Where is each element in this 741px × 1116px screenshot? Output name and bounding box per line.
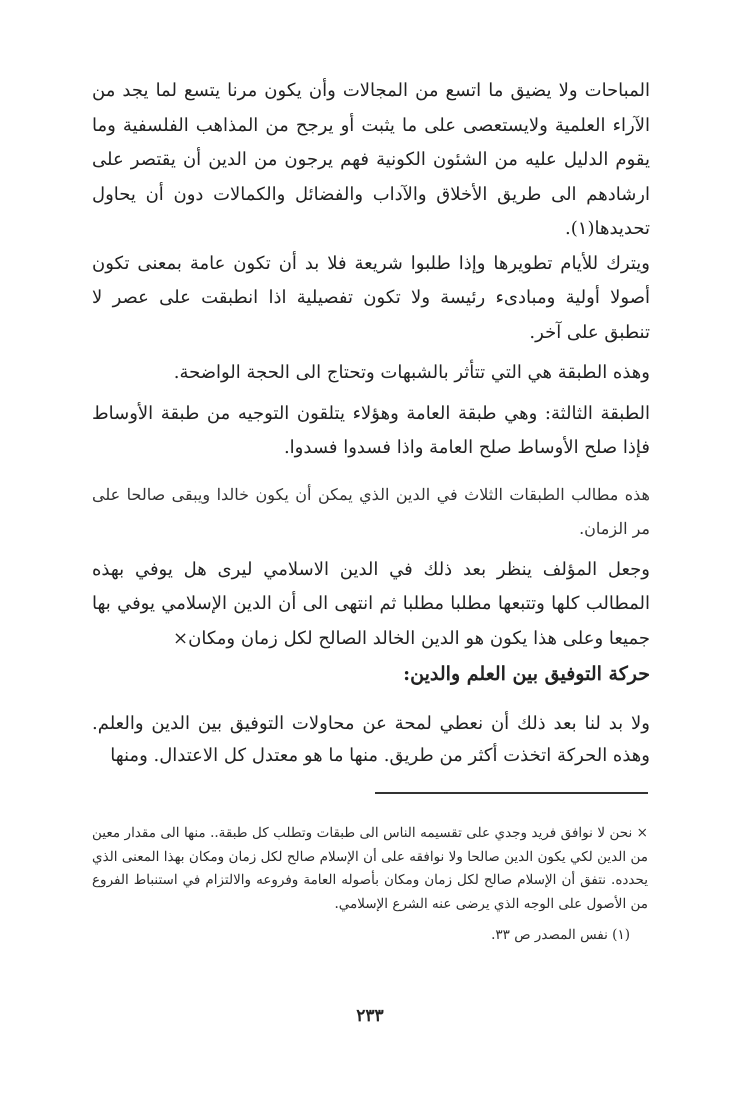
section-text (92, 708, 650, 772)
body-paragraph-3: وهذه الطبقة هي التي تتأثر بالشبهات وتحتاج الى الحجة الواضحة. (173, 362, 650, 383)
body-paragraph-4: الطبقة الثالثة: وهي طبقة العامة وهؤلاء يتلقون التوجيه من طبقة الأوساط فإذا صلح الأوساط صلح العامة واذا فسدوا فسدوا. (92, 402, 650, 458)
section-paragraph-1: ولا بد لنا بعد ذلك أن نعطي لمحة عن محاولات التوفيق بين الدين والعلم. وهذه الحركة اتخذت أكثر من طريق. منها ما هو معتدل كل الاعتدال. ومنها (92, 713, 650, 766)
body-paragraph-6: وجعل المؤلف ينظر بعد ذلك في الدين الاسلامي ليرى هل يوفي بهذه المطالب كلها وتتبعها مطلبا مطلبا ثم انتهى الى أن الدين الإسلامي يوفي بها جميعا وعلى هذا يكون هو الدين الخالد الصالح لكل زمان ومكان× (92, 558, 650, 649)
footnotes (92, 822, 648, 948)
body-text (92, 74, 650, 656)
footnote-reference: (١) نفس المصدر ص ٣٣. (491, 927, 630, 943)
footnote-divider (375, 792, 648, 794)
footnote-note: × نحن لا نوافق فريد وجدي على تقسيمه الناس الى طبقات وتطلب كل طبقة.. منها الى مقدار معين من الدين لكي يكون الدين صالحا ولا نوافقه على أن الإسلام صالح لكل زمان ومكان بهذا المعنى الذي يحدده. نتفق أن الإسلام صالح لكل زمان ومكان بأصوله العامة وفروعه والالتزام في استنباط الفروع من الأصول على الوجه الذي يرضى عنه الشرع الإسلامي. (92, 825, 648, 912)
page-number: ٢٣٣ (356, 1006, 384, 1026)
body-paragraph-5: هذه مطالب الطبقات الثلاث في الدين الذي يمكن أن يكون خالدا ويبقى صالحا على مر الزمان. (92, 484, 650, 538)
section-heading: حركة التوفيق بين العلم والدين: (403, 663, 650, 685)
body-paragraph-1: المباحات ولا يضيق ما اتسع من المجالات وأن يكون مرنا يتسع لما يجد من الآراء العلمية ولايستعصى على ما يثبت أو يرجح من المذاهب الفلسفية وما يقوم الدليل عليه من الشئون الكونية فهم يرجون من الدين أن يقتصر على ارشادهم الى طريق الأخلاق والآداب والفضائل والكمالات دون أن يحاول تحديدها(١). (92, 80, 650, 239)
body-paragraph-2: ويترك للأيام تطويرها وإذا طلبوا شريعة فلا بد أن تكون عامة بمعنى تكون أصولا أولية ومبادىء رئيسة ولا تكون تفصيلية اذا انطبقت على عصر لا تنطبق على آخر. (92, 252, 650, 343)
